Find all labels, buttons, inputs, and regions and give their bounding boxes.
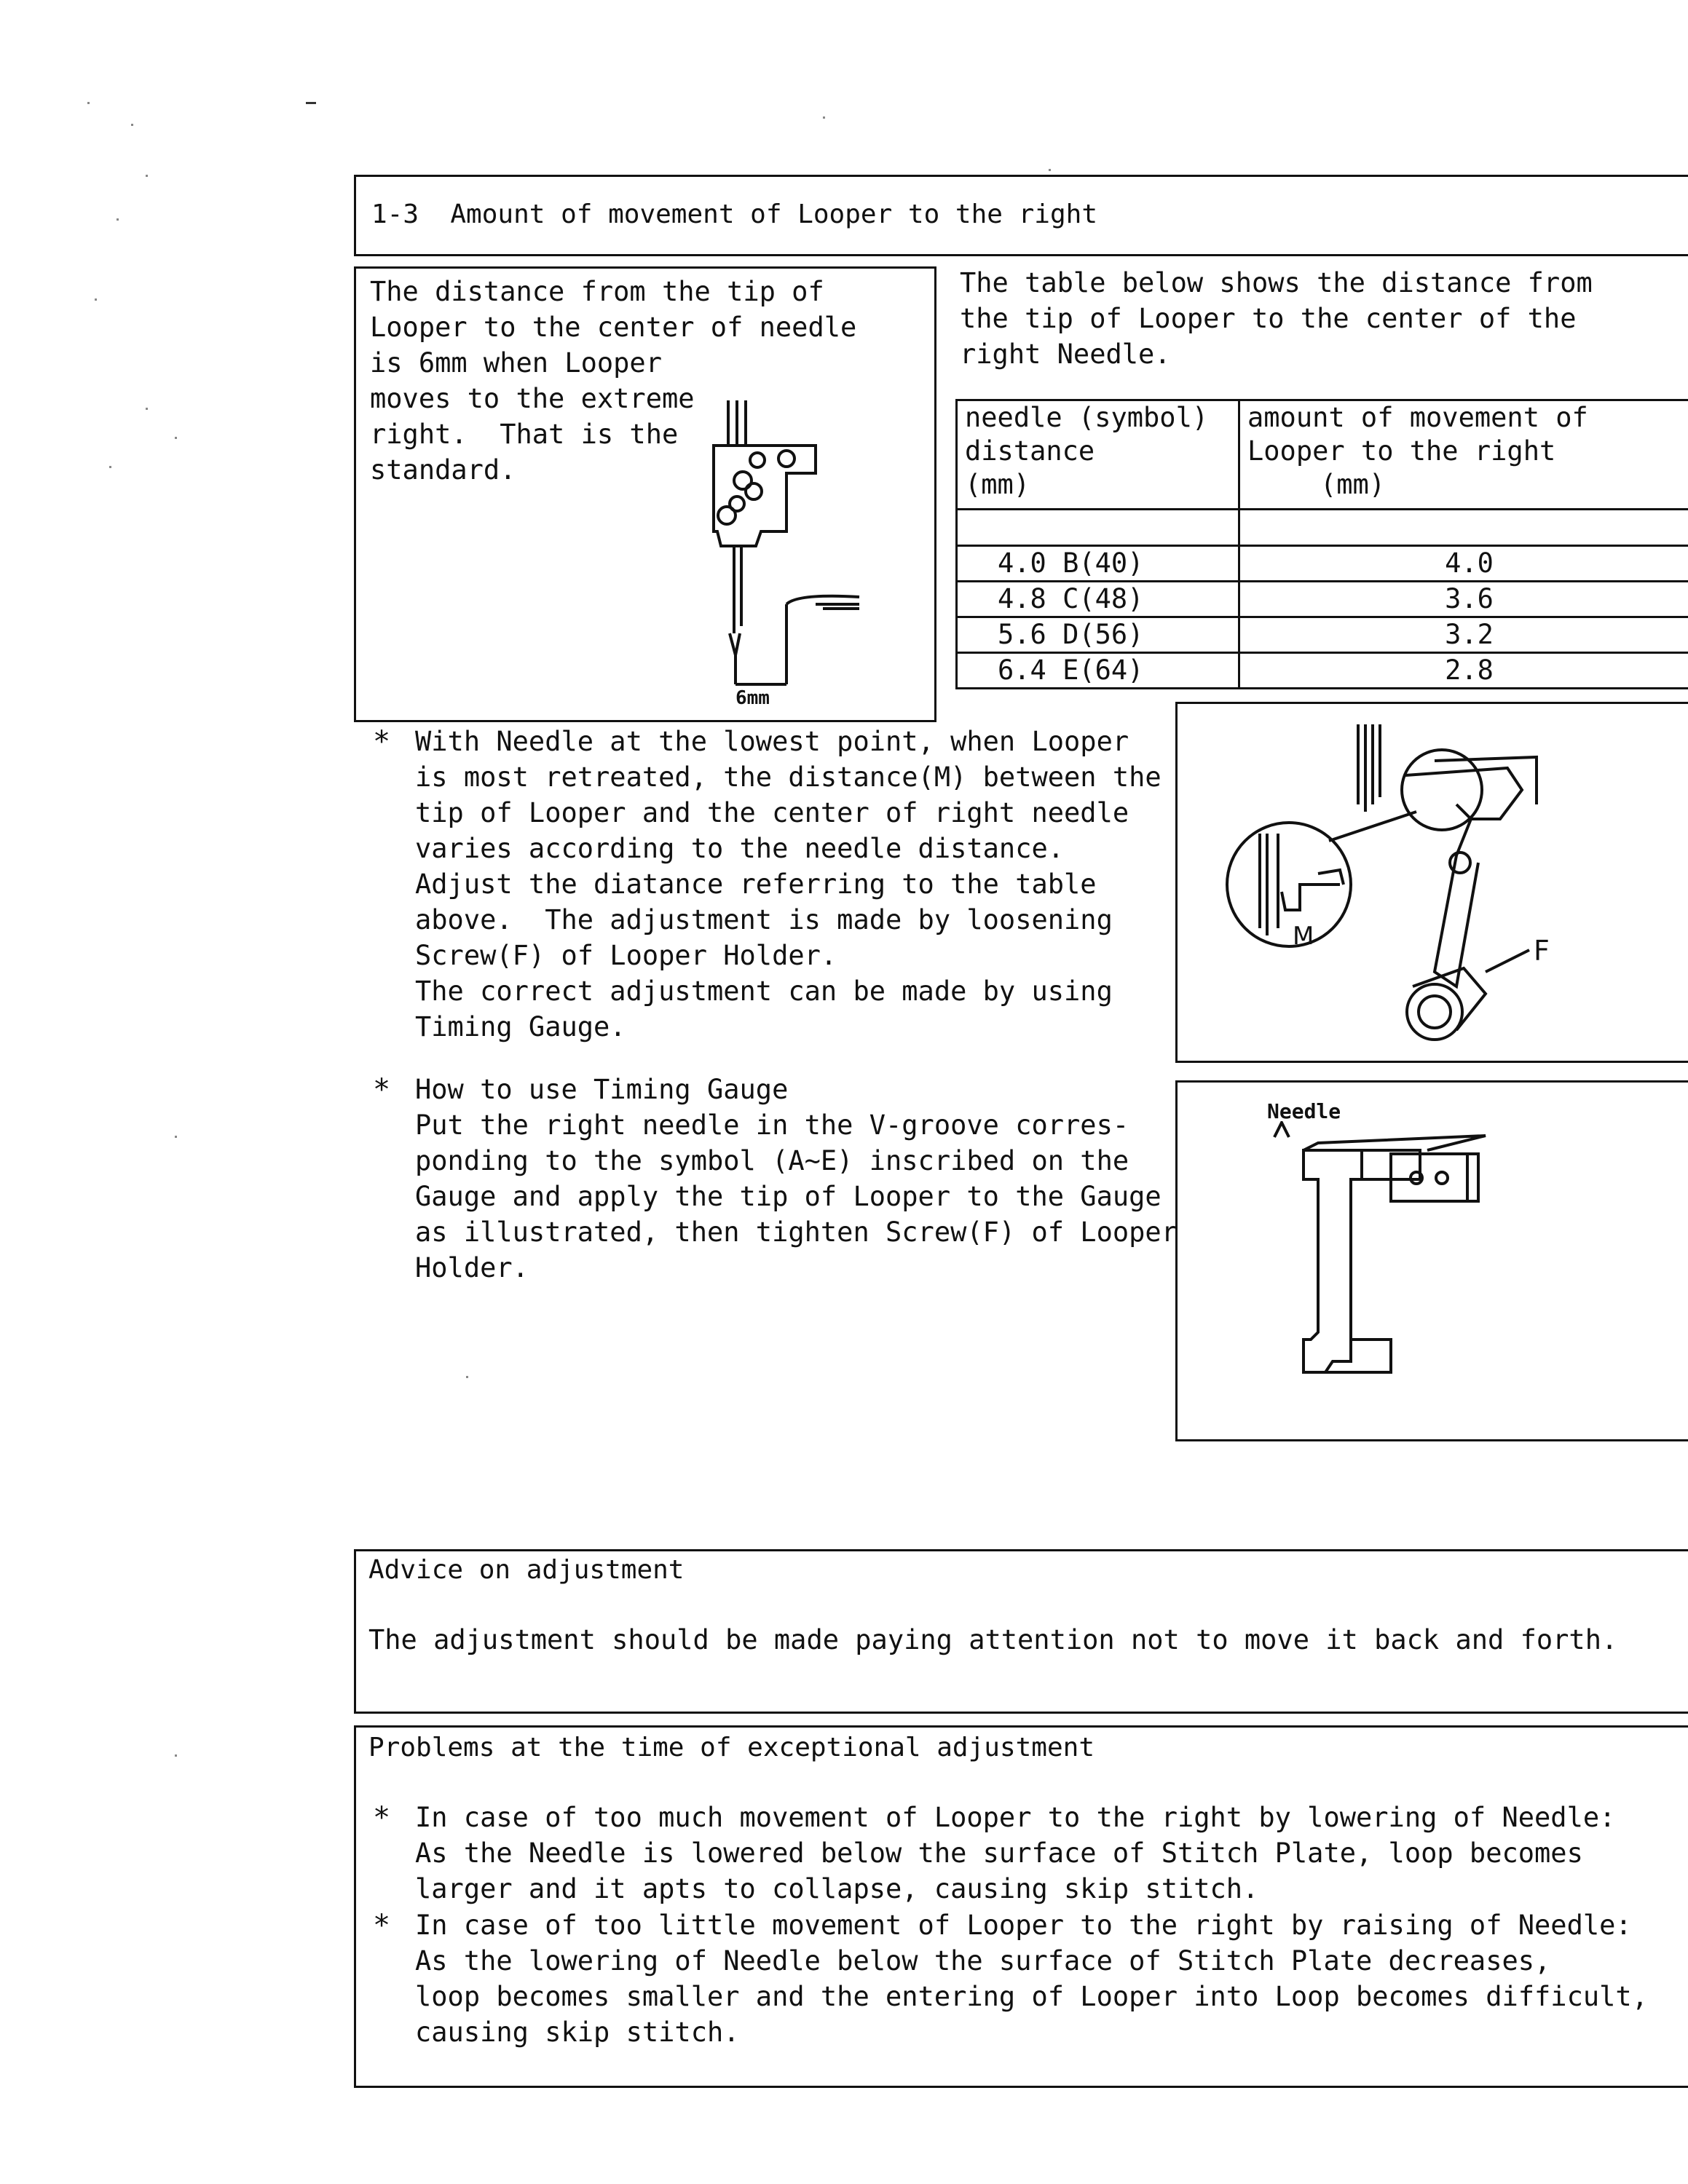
advice-title: Advice on adjustment	[368, 1555, 685, 1585]
note-line: is most retreated, the distance(M) between the	[415, 761, 1162, 793]
cell-movement: 3.6	[1239, 582, 1688, 617]
header-line: distance	[965, 435, 1095, 467]
blank-cell	[957, 510, 1239, 546]
table-intro	[960, 265, 1593, 372]
problem-line: As the lowering of Needle below the surface of Stitch Plate decreases,	[415, 1945, 1551, 1977]
six-mm-label: 6mm	[735, 687, 770, 709]
cell-movement: 4.0	[1239, 546, 1688, 582]
cell-distance: 4.8 C(48)	[957, 582, 1239, 617]
problem-line: In case of too little movement of Looper to the right by raising of Needle:	[415, 1910, 1632, 1941]
table-blank-row	[957, 510, 1688, 546]
intro-line: right Needle.	[960, 339, 1171, 370]
problem-line: loop becomes smaller and the entering of Looper into Loop becomes difficult,	[415, 1981, 1648, 2012]
header-line: needle (symbol)	[965, 402, 1209, 433]
note-line: Adjust the diatance referring to the table	[415, 869, 1097, 900]
looper-holder-illustration	[1194, 710, 1675, 1045]
cell-movement: 2.8	[1239, 653, 1688, 689]
note-line: as illustrated, then tighten Screw(F) of Looper	[415, 1216, 1178, 1248]
note-line: Gauge and apply the tip of Looper to the Gauge	[415, 1181, 1162, 1212]
intro-line: the tip of Looper to the center of the	[960, 303, 1577, 334]
timing-gauge-illustration	[1267, 1121, 1544, 1398]
label-m: M	[1293, 922, 1314, 951]
standard-line: The distance from the tip of	[370, 276, 824, 307]
bullet-star: *	[373, 1909, 391, 1942]
note-line: Holder.	[415, 1252, 529, 1283]
problem-line: In case of too much movement of Looper to the right by lowering of Needle:	[415, 1802, 1616, 1833]
table-row	[957, 653, 1688, 689]
header-line: amount of movement of	[1247, 402, 1588, 433]
header-needle-distance	[957, 400, 1239, 510]
table-header-row	[957, 400, 1688, 510]
note-line: Timing Gauge.	[415, 1011, 626, 1042]
cell-distance: 4.0 B(40)	[957, 546, 1239, 582]
label-f: F	[1534, 935, 1550, 967]
header-movement	[1239, 400, 1688, 510]
problem-line: larger and it apts to collapse, causing skip stitch.	[415, 1873, 1259, 1904]
note-line: Put the right needle in the V-groove corres-	[415, 1109, 1129, 1141]
problem-line: As the Needle is lowered below the surface of Stitch Plate, loop becomes	[415, 1837, 1583, 1869]
intro-line: The table below shows the distance from	[960, 267, 1593, 298]
note-line: varies according to the needle distance.	[415, 833, 1065, 864]
table-row	[957, 546, 1688, 582]
advice-text: The adjustment should be made paying attention not to move it back and forth.	[368, 1624, 1618, 1655]
header-line: (mm)	[1320, 469, 1386, 500]
note-timing-gauge	[415, 1072, 1178, 1286]
problem-line: causing skip stitch.	[415, 2017, 740, 2048]
note-line: ponding to the symbol (A~E) inscribed on the	[415, 1145, 1129, 1176]
note-line: Screw(F) of Looper Holder.	[415, 940, 837, 971]
problems-title: Problems at the time of exceptional adjustment	[368, 1733, 1095, 1762]
standard-line: standard.	[370, 454, 516, 486]
standard-line: is 6mm when Looper	[370, 347, 662, 379]
note-line: tip of Looper and the center of right needle	[415, 797, 1129, 828]
problem-too-little	[415, 1907, 1648, 2050]
standard-line: right. That is the	[370, 419, 679, 450]
standard-line: moves to the extreme	[370, 383, 695, 414]
bullet-star: *	[373, 725, 391, 759]
cell-distance: 5.6 D(56)	[957, 617, 1239, 653]
cell-movement: 3.2	[1239, 617, 1688, 653]
header-line: (mm)	[965, 469, 1030, 500]
needle-distance-table	[955, 399, 1688, 689]
problem-too-much	[415, 1800, 1615, 1907]
bullet-star: *	[373, 1801, 391, 1835]
note-line: How to use Timing Gauge	[415, 1074, 789, 1105]
header-line: Looper to the right	[1247, 435, 1556, 467]
note-line: above. The adjustment is made by loosening	[415, 904, 1113, 935]
blank-cell	[1239, 510, 1688, 546]
table-row	[957, 617, 1688, 653]
bullet-star: *	[373, 1073, 391, 1107]
section-title: 1-3 Amount of movement of Looper to the right	[371, 199, 1097, 229]
table-row	[957, 582, 1688, 617]
cell-distance: 6.4 E(64)	[957, 653, 1239, 689]
label-needle: Needle	[1267, 1099, 1341, 1123]
note-line: The correct adjustment can be made by using	[415, 976, 1113, 1007]
note-needle-lowest	[415, 724, 1162, 1045]
needle-clamp-illustration	[677, 393, 874, 699]
standard-line: Looper to the center of needle	[370, 312, 857, 343]
note-line: With Needle at the lowest point, when Looper	[415, 726, 1129, 757]
